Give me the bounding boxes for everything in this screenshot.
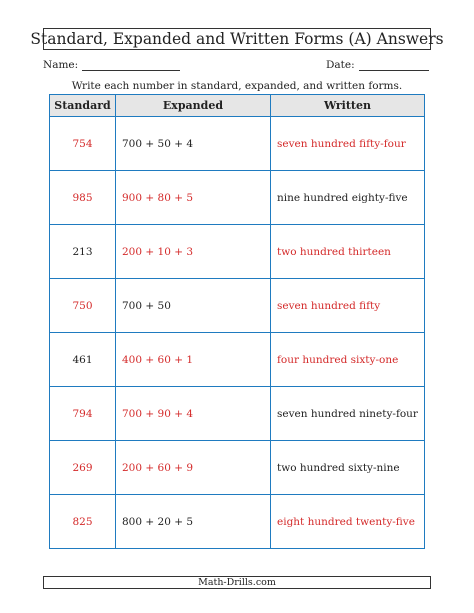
header-written: Written	[271, 95, 425, 117]
table-row	[50, 441, 425, 495]
expanded-cell: 700 + 50	[116, 279, 271, 333]
written-cell: seven hundred fifty	[271, 279, 425, 333]
expanded-cell: 200 + 10 + 3	[116, 225, 271, 279]
standard-cell: 985	[50, 171, 116, 225]
expanded-cell: 700 + 50 + 4	[116, 117, 271, 171]
written-cell: seven hundred ninety-four	[271, 387, 425, 441]
header-standard: Standard	[50, 95, 116, 117]
written-cell: two hundred thirteen	[271, 225, 425, 279]
standard-cell: 750	[50, 279, 116, 333]
written-cell: seven hundred fifty-four	[271, 117, 425, 171]
worksheet-title	[30, 28, 444, 50]
table-row	[50, 333, 425, 387]
table-row	[50, 279, 425, 333]
written-cell: two hundred sixty-nine	[271, 441, 425, 495]
standard-cell: 269	[50, 441, 116, 495]
header-row	[50, 95, 425, 117]
expanded-cell: 700 + 90 + 4	[116, 387, 271, 441]
expanded-cell: 200 + 60 + 9	[116, 441, 271, 495]
date-label: Date:	[326, 59, 355, 71]
expanded-cell: 400 + 60 + 1	[116, 333, 271, 387]
worksheet-title-text: Standard, Expanded and Written Forms (A) Answers	[30, 30, 444, 48]
standard-cell: 794	[50, 387, 116, 441]
standard-cell: 213	[50, 225, 116, 279]
written-cell: four hundred sixty-one	[271, 333, 425, 387]
name-label: Name:	[43, 59, 79, 71]
instructions: Write each number in standard, expanded, and written forms.	[71, 80, 403, 92]
date-blank-line	[359, 59, 429, 71]
table-row	[50, 387, 425, 441]
name-field	[43, 59, 180, 71]
standard-cell: 461	[50, 333, 116, 387]
answers-table	[49, 94, 425, 549]
expanded-cell: 800 + 20 + 5	[116, 495, 271, 549]
table-row	[50, 495, 425, 549]
standard-cell: 754	[50, 117, 116, 171]
table-row	[50, 225, 425, 279]
standard-cell: 825	[50, 495, 116, 549]
table-row	[50, 171, 425, 225]
table-row	[50, 117, 425, 171]
written-cell: eight hundred twenty-five	[271, 495, 425, 549]
expanded-cell: 900 + 80 + 5	[116, 171, 271, 225]
footer	[43, 576, 431, 589]
footer-text: Math-Drills.com	[198, 577, 276, 588]
date-field	[326, 59, 429, 71]
name-blank-line	[82, 59, 180, 71]
header-expanded: Expanded	[116, 95, 271, 117]
written-cell: nine hundred eighty-five	[271, 171, 425, 225]
